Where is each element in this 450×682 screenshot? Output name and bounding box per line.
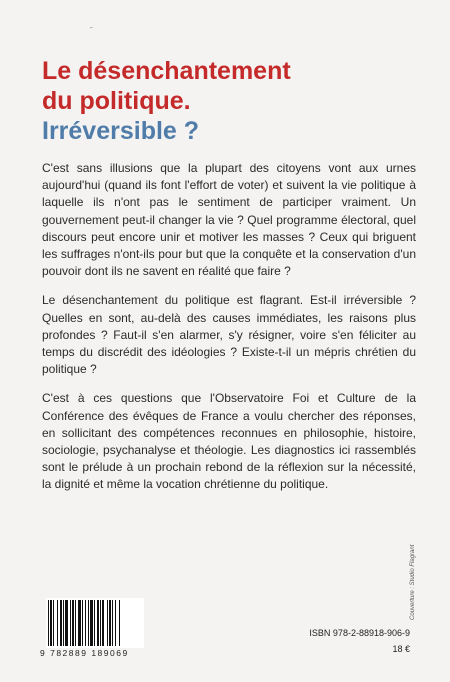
paragraph-3: C'est à ces questions que l'Observatoire Foi et Culture de la Conférence des évêques de France a voulu chercher des réponses, en sollicitant des compétences reconnues en philosophie, histoire, sociologie, psychanalyse et théologie. Les diagnostics ici rassemblés sont le prélude à un prochain rebond de la réflexion sur la nécessité, la dignité et même la vocation chrétienne du politique. bbox=[42, 391, 416, 492]
barcode-bar bbox=[102, 600, 104, 646]
barcode-bar bbox=[90, 600, 93, 646]
barcode-bar bbox=[85, 600, 86, 646]
barcode-bar bbox=[65, 600, 68, 646]
barcode-number: 9 782889 189069 bbox=[40, 648, 129, 658]
blurb-text bbox=[42, 160, 416, 506]
title-line-1: Le désenchantement bbox=[42, 57, 291, 85]
barcode-bar bbox=[107, 600, 108, 646]
paragraph-2: Le désenchantement du politique est flagrant. Est-il irréversible ? Quelles en sont, au-delà des causes immédiates, les raisons plus profondes ? Faut-il s'en alarmer, s'y résigner, voire s'en féliciter au temps du discrédit des idéologies ? Existe-t-il un mépris chrétien du politique ? bbox=[42, 293, 416, 377]
barcode-bar bbox=[119, 600, 120, 646]
barcode-bar bbox=[48, 600, 49, 646]
barcode-bar bbox=[112, 600, 113, 646]
barcode-bar bbox=[57, 600, 58, 646]
barcode-bar bbox=[115, 600, 116, 646]
barcode-bar bbox=[97, 600, 99, 646]
paragraph-1: C'est sans illusions que la plupart des citoyens vont aux urnes aujourd'hui (quand ils font l'effort de voter) et suivent la vie politique à laquelle ils n'ont pas le sentiment de participer vraiment. Un gouvernement peut-il changer la vie ? Quel programme électoral, quel discours peut encore unir et motiver les masses ? Ceux qui briguent les suffrages n'ont-ils pour but que la conquête et la conservation d'un pouvoir dont ils ne savent en réalité que faire ? bbox=[42, 161, 416, 279]
barcode-bar bbox=[50, 600, 52, 646]
barcode-bar bbox=[78, 600, 81, 646]
barcode-bar bbox=[53, 600, 54, 646]
barcode-bar bbox=[63, 600, 64, 646]
decorative-mark: ˜ bbox=[90, 26, 93, 35]
isbn: ISBN 978-2-88918-906-9 bbox=[309, 628, 410, 638]
barcode-bar bbox=[88, 600, 89, 646]
barcode-bar bbox=[82, 600, 83, 646]
barcode-bar bbox=[60, 600, 62, 646]
barcode-bar bbox=[94, 600, 95, 646]
cover-credit: Couverture : Studio Flagrant bbox=[410, 544, 416, 620]
title-subtitle: Irréversible ? bbox=[42, 117, 200, 145]
barcode-bar bbox=[100, 600, 101, 646]
title-line-2: du politique. bbox=[42, 87, 191, 115]
barcode-bars bbox=[46, 598, 144, 648]
price: 18 € bbox=[392, 644, 410, 654]
barcode-bar bbox=[75, 600, 76, 646]
barcode-bar bbox=[72, 600, 74, 646]
book-title bbox=[42, 56, 422, 146]
barcode bbox=[46, 598, 144, 648]
barcode-bar bbox=[70, 600, 71, 646]
barcode-bar bbox=[109, 600, 111, 646]
